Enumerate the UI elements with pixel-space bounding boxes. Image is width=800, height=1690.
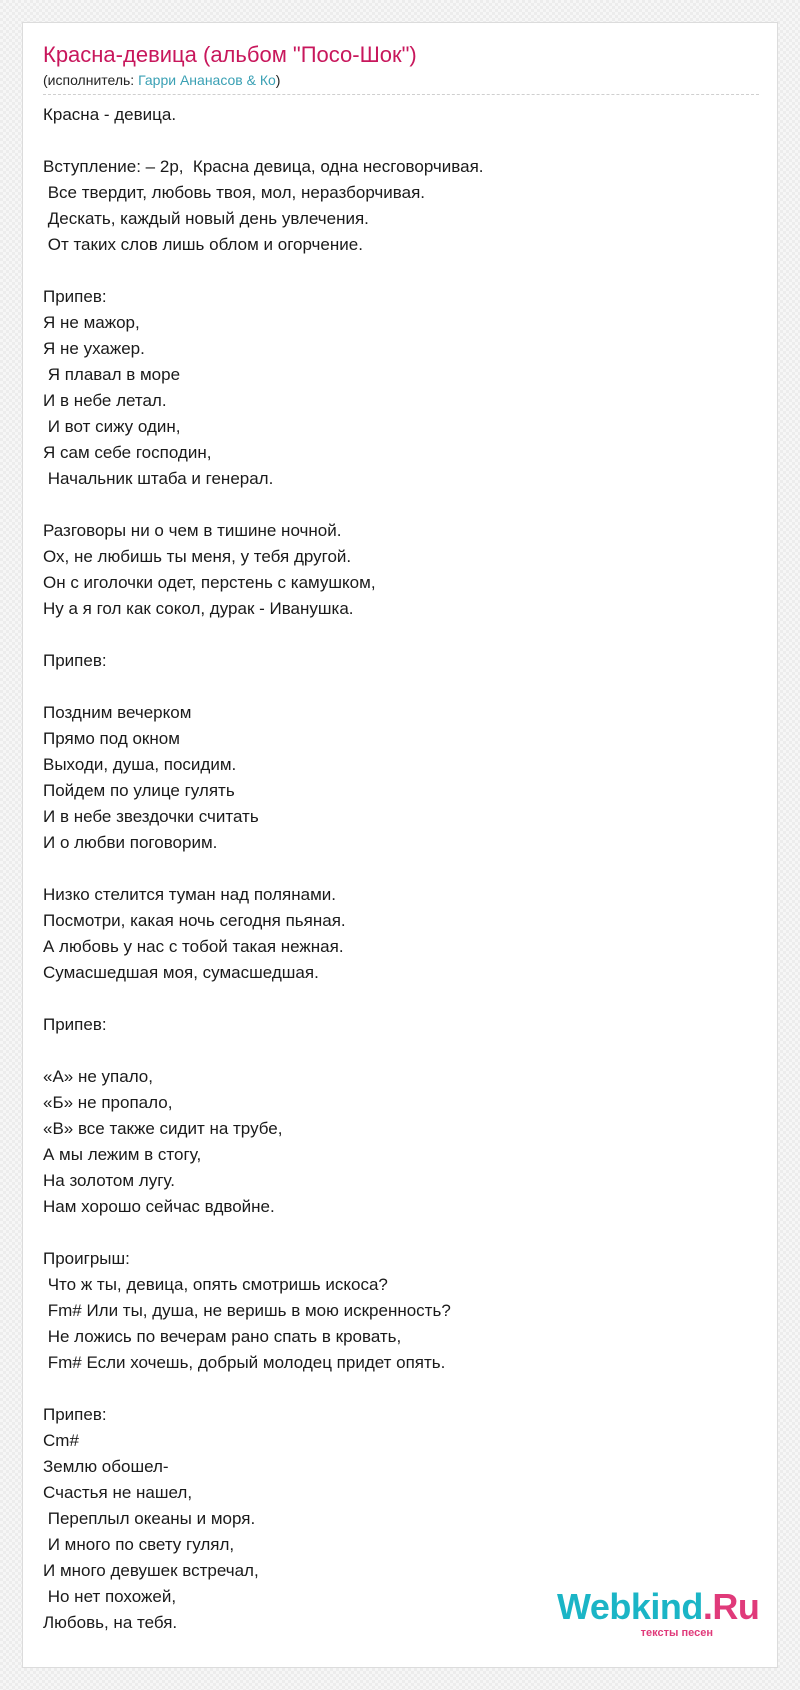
lyric-line [43, 986, 759, 1012]
lyric-line: И много по свету гулял, [43, 1535, 235, 1554]
lyric-line: Любовь, на тебя. [43, 1613, 178, 1632]
lyric-line: «В» все также сидит на трубе, [43, 1119, 283, 1138]
lyric-line: Fm# Или ты, душа, не веришь в мою искренность? [43, 1301, 451, 1320]
lyric-line [43, 1038, 759, 1064]
site-logo[interactable] [557, 1586, 760, 1647]
lyrics-card [22, 22, 778, 1668]
lyric-line [43, 674, 759, 700]
lyric-line: Нам хорошо сейчас вдвойне. [43, 1197, 275, 1216]
lyric-line: Счастья не нашел, [43, 1483, 193, 1502]
lyric-line [43, 492, 759, 518]
lyric-line: Красна - девица. [43, 105, 177, 124]
lyric-line: Разговоры ни о чем в тишине ночной. [43, 521, 342, 540]
lyric-line: А любовь у нас с тобой такая нежная. [43, 937, 344, 956]
header-divider [43, 94, 759, 95]
lyric-line [43, 128, 759, 154]
lyric-line: Я не мажор, [43, 313, 140, 332]
lyric-line: Припев: [43, 287, 107, 306]
lyric-line: Но нет похожей, [43, 1587, 177, 1606]
lyric-line: Дескать, каждый новый день увлечения. [43, 209, 369, 228]
lyric-line: Не ложись по вечерам рано спать в кровать, [43, 1327, 402, 1346]
lyric-line: «А» не упало, [43, 1067, 153, 1086]
lyric-line: Что ж ты, девица, опять смотришь искоса? [43, 1275, 388, 1294]
lyric-line [43, 1376, 759, 1402]
lyric-line: Выходи, душа, посидим. [43, 755, 237, 774]
lyrics-text [43, 102, 759, 1636]
lyric-line: И о любви поговорим. [43, 833, 218, 852]
lyric-line: А мы лежим в стогу, [43, 1145, 202, 1164]
lyric-line: Fm# Если хочешь, добрый молодец придет опять. [43, 1353, 446, 1372]
lyric-line: Поздним вечерком [43, 703, 192, 722]
lyric-line: Припев: [43, 1015, 107, 1034]
lyric-line: Он с иголочки одет, перстень с камушком, [43, 573, 376, 592]
lyric-line [43, 258, 759, 284]
lyric-line: Проигрыш: [43, 1249, 130, 1268]
lyric-line: Сумасшедшая моя, сумасшедшая. [43, 963, 319, 982]
lyric-line: Припев: [43, 651, 107, 670]
lyric-line: И в небе летал. [43, 391, 167, 410]
artist-suffix: ) [275, 72, 281, 88]
song-title: Красна-девица (альбом "Посо-Шок") [43, 42, 417, 67]
lyric-line [43, 856, 759, 882]
lyric-line: Ох, не любишь ты меня, у тебя другой. [43, 547, 352, 566]
artist-link[interactable]: Гарри Ананасов & Ко [138, 72, 276, 88]
lyric-line: Вступление: – 2р, Красна девица, одна несговорчивая. [43, 157, 484, 176]
lyric-line: На золотом лугу. [43, 1171, 175, 1190]
lyric-line [43, 1220, 759, 1246]
logo-name: Webkind [557, 1586, 703, 1627]
lyric-line: Все твердит, любовь твоя, мол, неразборчивая. [43, 183, 426, 202]
lyric-line [43, 622, 759, 648]
lyric-line: Я сам себе господин, [43, 443, 212, 462]
artist-prefix: (исполнитель: [43, 72, 139, 88]
lyric-line: Припев: [43, 1405, 107, 1424]
lyric-line: Прямо под окном [43, 729, 180, 748]
lyric-line: Начальник штаба и генерал. [43, 469, 274, 488]
artist-line [43, 71, 759, 89]
song-header [43, 41, 759, 89]
lyric-line: Ну а я гол как сокол, дурак - Иванушка. [43, 599, 354, 618]
lyric-line: И в небе звездочки считать [43, 807, 259, 826]
lyric-line: И много девушек встречал, [43, 1561, 259, 1580]
lyric-line: Низко стелится туман над полянами. [43, 885, 336, 904]
lyric-line: От таких слов лишь облом и огорчение. [43, 235, 363, 254]
lyric-line: И вот сижу один, [43, 417, 181, 436]
logo-tagline: тексты песен [640, 1627, 713, 1639]
lyric-line: Cm# [43, 1431, 79, 1450]
logo-wordmark [557, 1586, 760, 1627]
lyric-line: Посмотри, какая ночь сегодня пьяная. [43, 911, 346, 930]
lyric-line: Переплыл океаны и моря. [43, 1509, 256, 1528]
lyric-line: Я не ухажер. [43, 339, 145, 358]
lyric-line: Пойдем по улице гулять [43, 781, 235, 800]
logo-tld: .Ru [702, 1586, 760, 1627]
lyric-line: Я плавал в море [43, 365, 181, 384]
lyric-line: «Б» не пропало, [43, 1093, 173, 1112]
lyric-line: Землю обошел- [43, 1457, 169, 1476]
